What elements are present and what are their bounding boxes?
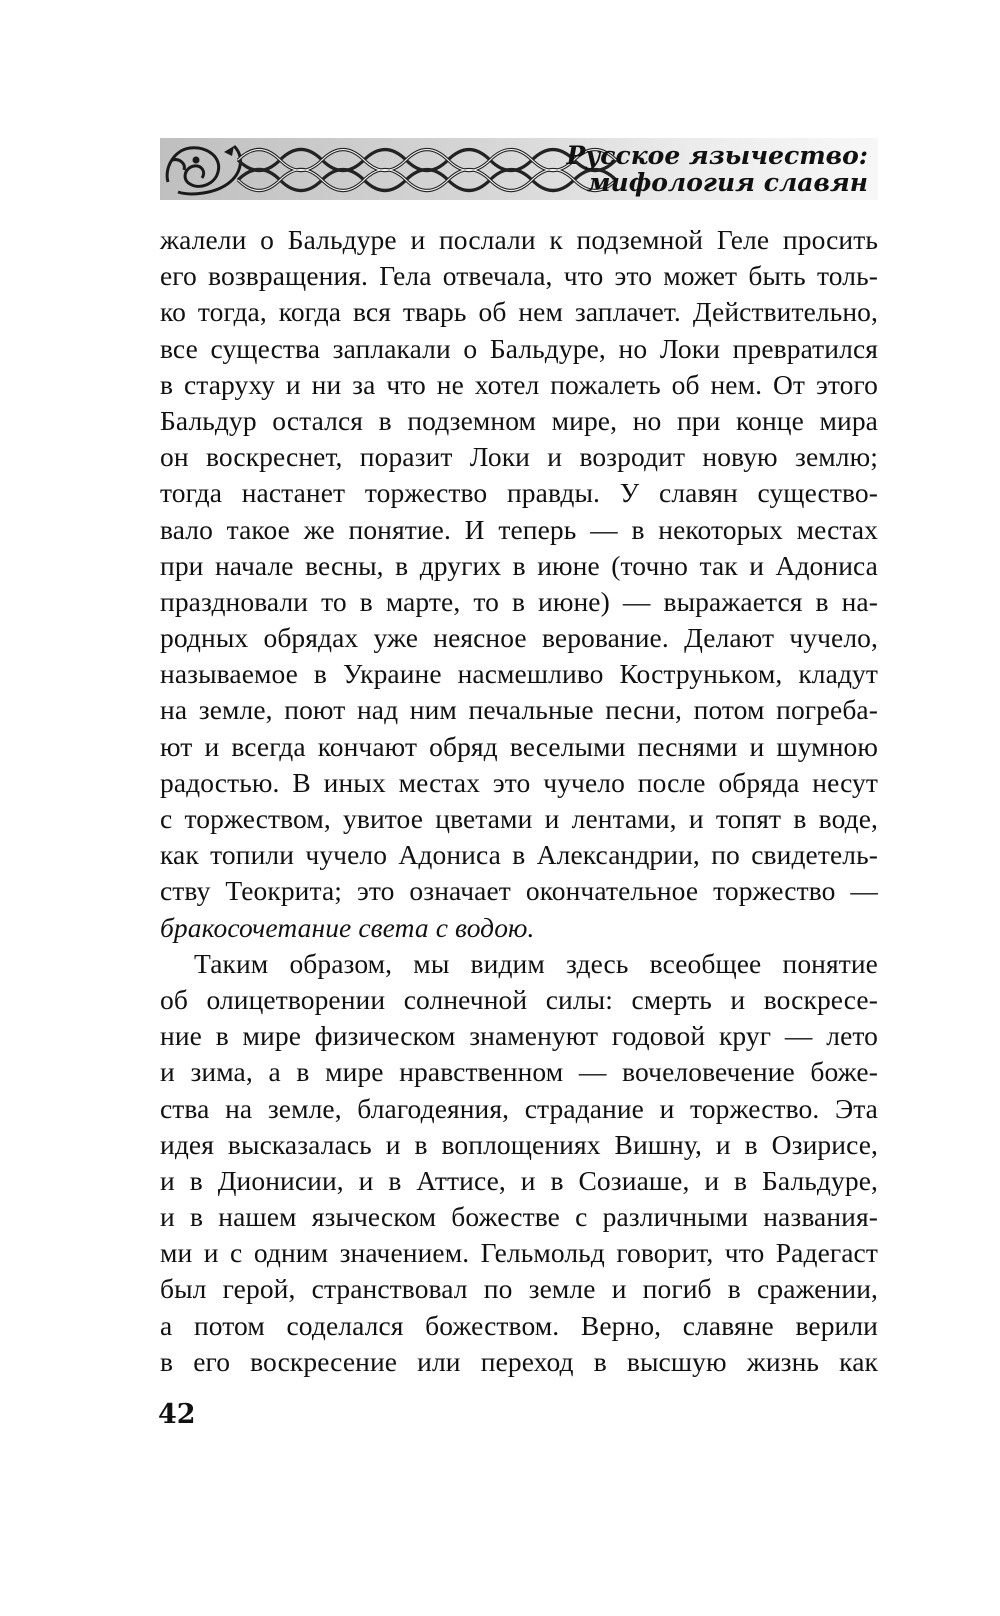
running-header bbox=[160, 138, 878, 200]
text-line: ми и с одним значением. Гельмольд говорит, что Радегаст bbox=[160, 1237, 878, 1269]
text-line: Бальдур остался в подземном мире, но при конце мира bbox=[160, 404, 878, 436]
text-line: бракосочетание света с водою. bbox=[160, 911, 535, 943]
text-line: ко тогда, когда вся тварь об нем заплачет. Действительно, bbox=[160, 296, 878, 328]
text-line: а потом соделался божеством. Верно, славяне верили bbox=[160, 1309, 878, 1341]
text-line: об олицетворении солнечной силы: смерть и воскресе- bbox=[160, 983, 878, 1015]
page-number: 42 bbox=[158, 1399, 196, 1430]
text-line: праздновали то в марте, то в июне) — выражается в на- bbox=[160, 585, 878, 617]
text-line: родных обрядах уже неясное верование. Делают чучело, bbox=[160, 622, 878, 654]
text-line: был герой, странствовал по земле и погиб в сражении, bbox=[160, 1273, 878, 1305]
text-line: ние в мире физическом знаменуют годовой круг — лето bbox=[160, 1020, 878, 1052]
text-line: называемое в Украине насмешливо Кострунькoм, кладут bbox=[160, 658, 878, 690]
text-line: ству Теокрита; это означает окончательное торжество — bbox=[160, 875, 878, 907]
text-line: идея высказалась и в воплощениях Вишну, и в Озирисе, bbox=[160, 1128, 878, 1160]
text-line: радостью. В иных местах это чучело после обряда несут bbox=[160, 766, 878, 798]
header-title-line-2: мифология славян bbox=[586, 168, 868, 197]
text-line: с торжеством, увитое цветами и лентами, и топят в воде, bbox=[160, 803, 878, 834]
text-line: на земле, поют над ним печальные песни, потом погреба- bbox=[160, 694, 878, 726]
text-line: при начале весны, в других в июне (точно так и Адониса bbox=[160, 549, 878, 581]
braided-knot-ornament-icon bbox=[160, 138, 630, 200]
text-line: его возвращения. Гела отвечала, что это может быть толь- bbox=[160, 260, 878, 292]
running-header-title bbox=[567, 142, 868, 196]
text-line: в его воскресение или переход в высшую жизнь как bbox=[160, 1345, 878, 1377]
text-line: и в Дионисии, и в Аттисе, и в Созиаше, и в Бальдуре, bbox=[160, 1164, 878, 1196]
header-title-line-1: Русское язычество: bbox=[566, 141, 868, 170]
text-line: жалели о Бальдуре и послали к подземной Геле просить bbox=[160, 224, 878, 255]
text-line: все существа заплакали о Бальдуре, но Локи превратился bbox=[160, 332, 878, 364]
text-line: он воскреснет, поразит Локи и возродит новую землю; bbox=[160, 441, 878, 473]
text-line: ства на земле, благодеяния, страдание и торжество. Эта bbox=[160, 1092, 878, 1124]
text-line: и в нашем языческом божестве с различными названия- bbox=[160, 1201, 878, 1233]
text-line: ют и всегда кончают обряд веселыми песнями и шумною bbox=[160, 730, 878, 762]
text-line: вало такое же понятие. И теперь — в некоторых местах bbox=[160, 513, 878, 545]
text-line: в старуху и ни за что не хотел пожалеть об нем. От этого bbox=[160, 368, 878, 400]
text-line: как топили чучело Адониса в Александрии, по свидетель- bbox=[160, 839, 878, 871]
text-line: и зима, а в мире нравственном — вочеловечение боже- bbox=[160, 1056, 878, 1088]
text-line: тогда настанет торжество правды. У славян существо- bbox=[160, 477, 878, 509]
text-line: Таким образом, мы видим здесь всеобщее понятие bbox=[194, 947, 878, 979]
body-text bbox=[160, 222, 878, 1380]
